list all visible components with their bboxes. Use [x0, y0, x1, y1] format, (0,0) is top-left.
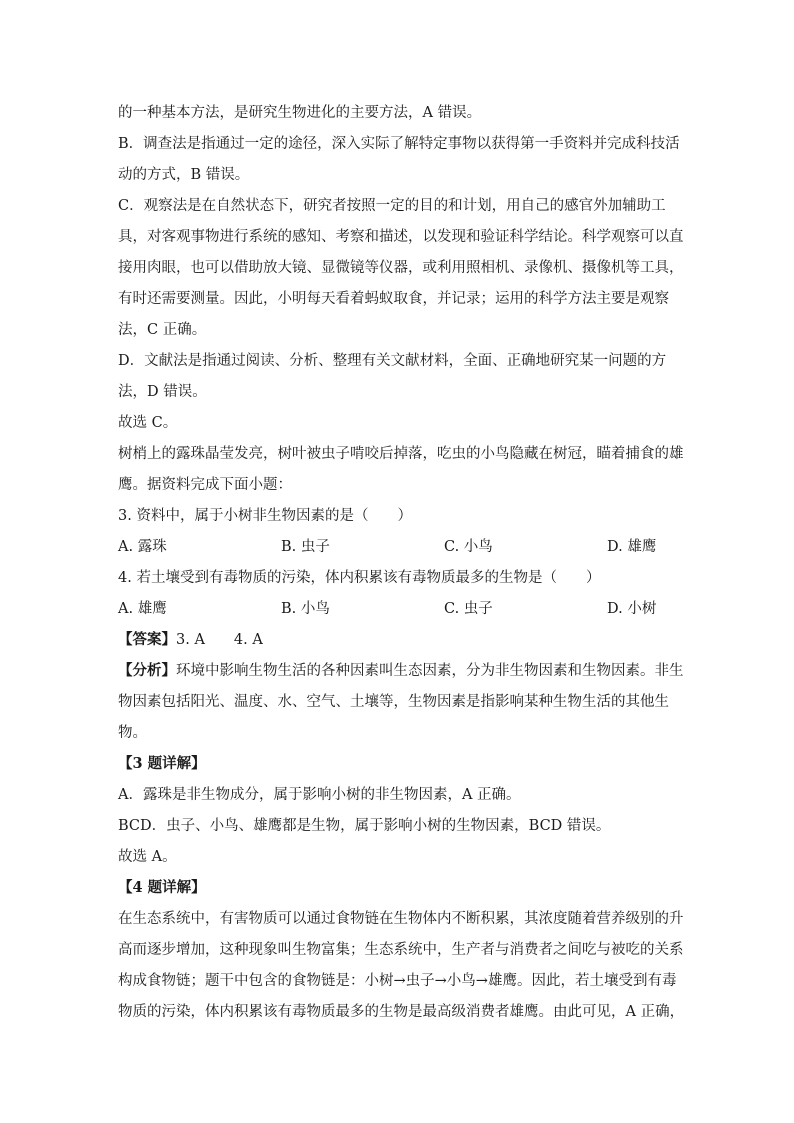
text-line: 有时还需要测量。因此，小明每天看着蚂蚁取食，并记录；运用的科学方法主要是观察	[118, 291, 669, 307]
analysis-line: 物。	[118, 725, 147, 741]
q4-option-b: B. 小鸟	[281, 601, 330, 617]
text-line: D．文献法是指通过阅读、分析、整理有关文献材料，全面、正确地研究某一问题的方	[118, 353, 667, 369]
analysis-line	[118, 662, 684, 680]
q3-detail-line: 故选 A。	[118, 849, 177, 865]
q3-option-c: C. 小鸟	[444, 539, 493, 555]
text-line: 的一种基本方法，是研究生物进化的主要方法，A 错误。	[118, 105, 482, 121]
q4-detail-heading: 【4 题详解】	[118, 879, 206, 896]
q3-option-b: B. 虫子	[281, 539, 330, 555]
text-line: C．观察法是在自然状态下，研究者按照一定的目的和计划，用自己的感官外加辅助工	[118, 198, 666, 214]
material-line: 树梢上的露珠晶莹发亮，树叶被虫子啃咬后掉落，吃虫的小鸟隐藏在树冠，瞄着捕食的雄	[118, 446, 684, 462]
q3-detail-line: A．露珠是非生物成分，属于影响小树的非生物因素，A 正确。	[118, 787, 521, 803]
q4-detail-line: 高而逐步增加，这种现象叫生物富集；生态系统中，生产者与消费者之间吃与被吃的关系	[118, 942, 684, 958]
q3-detail-line: BCD．虫子、小鸟、雄鹰都是生物，属于影响小树的生物因素，BCD 错误。	[118, 818, 611, 834]
analysis-label: 【分析】	[118, 662, 176, 679]
text-line: 动的方式，B 错误。	[118, 167, 250, 183]
q4-detail-line: 物质的污染，体内积累该有毒物质最多的生物是最高级消费者雄鹰。由此可见，A 正确，	[118, 1004, 685, 1020]
analysis-line: 物因素包括阳光、温度、水、空气、土壤等，生物因素是指影响某种生物生活的其他生	[118, 694, 669, 710]
text-line: 法，C 正确。	[118, 322, 207, 338]
question-4-stem: 4. 若土壤受到有毒物质的污染，体内积累该有毒物质最多的生物是（ ）	[118, 570, 601, 586]
text-line: B．调查法是指通过一定的途径，深入实际了解特定事物以获得第一手资料并完成科技活	[118, 136, 680, 152]
answer-text: 3. A 4. A	[176, 632, 263, 648]
q3-detail-heading: 【3 题详解】	[118, 755, 206, 772]
q3-option-a: A. 露珠	[118, 539, 167, 555]
answer-line	[118, 631, 678, 649]
text-line: 具，对客观事物进行系统的感知、考察和描述，以发现和验证科学结论。科学观察可以直	[118, 229, 684, 245]
q4-option-c: C. 虫子	[444, 601, 493, 617]
q4-option-a: A. 雄鹰	[118, 601, 167, 617]
material-line: 鹰。据资料完成下面小题：	[118, 477, 292, 493]
analysis-text: 环境中影响生物生活的各种因素叫生态因素，分为非生物因素和生物因素。非生	[176, 663, 684, 679]
answer-label: 【答案】	[118, 631, 176, 648]
q4-option-d: D. 小树	[607, 601, 657, 617]
q4-detail-line: 构成食物链；题干中包含的食物链是：小树→虫子→小鸟→雄鹰。因此，若土壤受到有毒	[118, 973, 677, 989]
text-line: 故选 C。	[118, 415, 178, 431]
question-3-stem: 3. 资料中，属于小树非生物因素的是（ ）	[118, 508, 412, 524]
q3-option-d: D. 雄鹰	[607, 539, 657, 555]
q4-detail-line: 在生态系统中，有害物质可以通过食物链在生物体内不断积累，其浓度随着营养级别的升	[118, 911, 684, 927]
text-line: 接用肉眼，也可以借助放大镜、显微镜等仪器，或利用照相机、录像机、摄像机等工具，	[118, 260, 684, 276]
text-line: 法，D 错误。	[118, 384, 207, 400]
